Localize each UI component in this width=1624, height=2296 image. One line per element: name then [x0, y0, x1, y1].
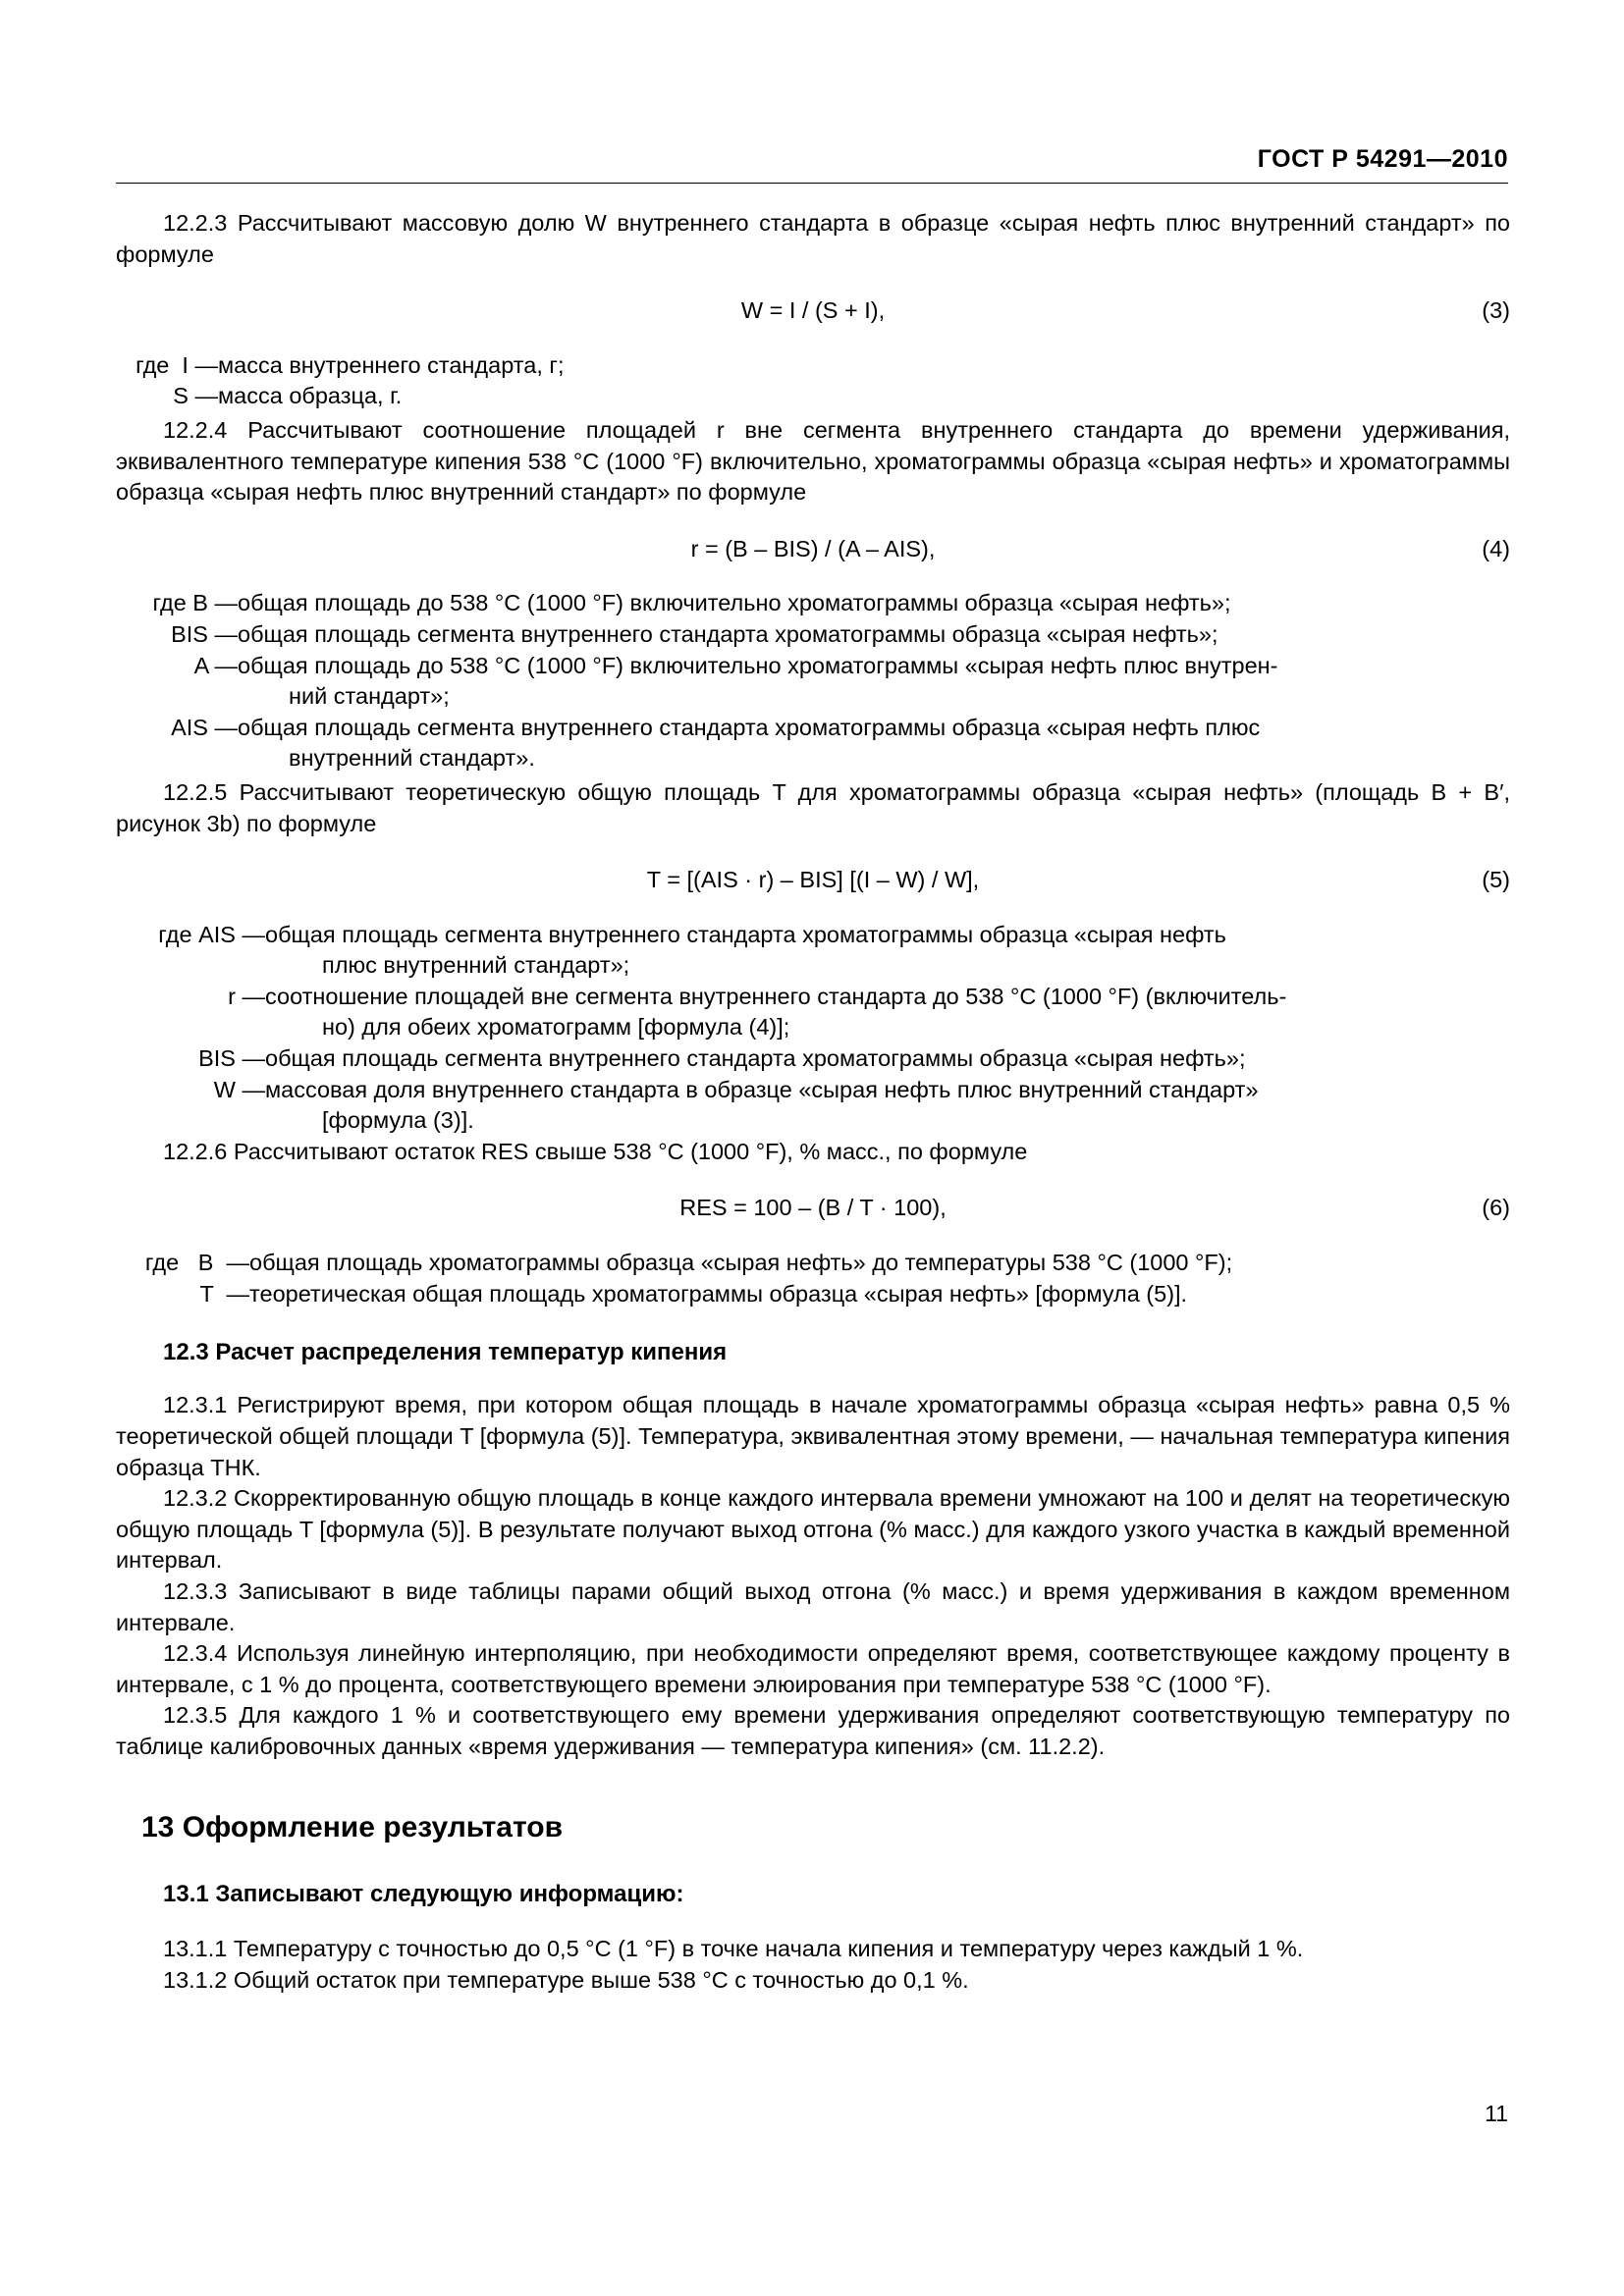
definition-description-line2: внутренний стандарт». [289, 745, 535, 772]
paragraph-12-2-3: 12.2.3 Рассчитывают массовую долю W внутреннего стандарта в образце «сырая нефть плюс внутренний стандарт» по формуле [116, 210, 1510, 267]
definition-row [116, 350, 1510, 382]
formula-3-number: (3) [1482, 297, 1510, 324]
heading-section-13: 13 Оформление результатов [141, 1810, 564, 1843]
header-divider [116, 183, 1508, 184]
definition-description [265, 982, 1510, 1043]
formula-4-expression: r = (B – BIS) / (A – AIS), [690, 535, 936, 561]
definition-description: общая площадь сегмента внутреннего стандарта хроматограммы образца «сырая нефть»; [265, 1045, 1246, 1072]
definitions-formula-6 [116, 1248, 1510, 1309]
definition-term: где B — [152, 590, 238, 616]
heading-13-1: 13.1 Записывают следующую информацию: [163, 1880, 684, 1907]
definition-description-line1: общая площадь до 538 °С (1000 °F) включительно хроматограммы «сырая нефть плюс внутрен- [238, 652, 1278, 678]
definitions-formula-3 [116, 350, 1510, 412]
definition-description-line2: плюс внутренний стандарт»; [322, 952, 630, 979]
definition-description [238, 713, 1510, 774]
paragraph-13-1-2: 13.1.2 Общий остаток при температуре выше 538 °С с точностью до 0,1 %. [163, 1966, 969, 1993]
definition-term: BIS — [198, 1045, 265, 1072]
formula-4 [116, 534, 1510, 565]
definition-row [116, 920, 1510, 982]
paragraph-12-2-6: 12.2.6 Рассчитывают остаток RES свыше 538 °С (1000 °F), % масс., по формуле [163, 1138, 1028, 1164]
definition-row [116, 1075, 1510, 1137]
page-content [116, 208, 1510, 1996]
formula-5-number: (5) [1482, 867, 1510, 893]
formula-4-number: (4) [1482, 535, 1510, 561]
definition-description-line1: массовая доля внутреннего стандарта в образце «сырая нефть плюс внутренний стандарт» [265, 1076, 1259, 1102]
definition-description-line2: ний стандарт»; [289, 683, 450, 710]
definition-term: где I — [135, 351, 218, 378]
definition-term: S — [173, 383, 218, 409]
paragraph-12-2-5: 12.2.5 Рассчитывают теоретическую общую площадь T для хроматограммы образца «сырая нефть» (площадь B + B′, рисунок 3b) по формуле [116, 778, 1510, 836]
definition-row [116, 1279, 1510, 1310]
paragraph-12-3-4: 12.3.4 Используя линейную интерполяцию, при необходимости определяют время, соответствующее каждому проценту в интервале, с 1 % до процента, соответствующего времени элюирования при температуре 538 °С (1000 °F). [116, 1640, 1510, 1697]
definition-description: общая площадь хроматограммы образца «сырая нефть» до температуры 538 °С (1000 °F); [249, 1250, 1233, 1276]
page-header-standard: ГОСТ Р 54291—2010 [1257, 145, 1508, 173]
formula-3 [116, 295, 1510, 327]
formula-6-number: (6) [1482, 1195, 1510, 1221]
definition-description-line1: соотношение площадей вне сегмента внутреннего стандарта до 538 °С (1000 °F) (включитель- [265, 983, 1287, 1009]
definition-description: масса внутреннего стандарта, г; [218, 351, 565, 378]
definition-description [265, 920, 1510, 982]
definition-row [116, 651, 1510, 713]
definitions-formula-4 [116, 588, 1510, 774]
definition-term: W — [213, 1076, 265, 1102]
definition-row [116, 588, 1510, 619]
heading-12-3: 12.3 Расчет распределения температур кипения [163, 1339, 728, 1366]
definition-row [116, 1043, 1510, 1075]
definition-term: r — [228, 983, 265, 1009]
definition-description: масса образца, г. [218, 383, 403, 409]
paragraph-12-3-1: 12.3.1 Регистрируют время, при котором общая площадь в начале хроматограммы образца «сырая нефть» равна 0,5 % теоретической общей площади T [формула (5)]. Температура, эквивалентная этому времени, — начальная температура кипения образца ТНК. [116, 1392, 1510, 1480]
paragraph-12-2-4: 12.2.4 Рассчитывают соотношение площадей r вне сегмента внутреннего стандарта до времени удерживания, эквивалентного температуре кипения 538 °С (1000 °F) включительно, хроматограммы образца «сырая нефть» и хроматограммы образца «сырая нефть плюс внутренний стандарт» по формуле [116, 416, 1510, 506]
definition-description-line1: общая площадь сегмента внутреннего стандарта хроматограммы образца «сырая нефть плюс [238, 714, 1261, 740]
definition-term: BIS — [171, 620, 238, 647]
definition-term: T — [199, 1280, 249, 1307]
page-number: 11 [1485, 2101, 1508, 2126]
formula-6 [116, 1193, 1510, 1224]
definition-term: AIS — [171, 714, 238, 740]
formula-3-expression: W = I / (S + I), [740, 297, 886, 324]
formula-5 [116, 865, 1510, 896]
definitions-formula-5 [116, 920, 1510, 1137]
definition-description-line2: [формула (3)]. [322, 1107, 474, 1134]
definition-row [116, 982, 1510, 1043]
definition-row [116, 1248, 1510, 1279]
definition-description-line1: общая площадь сегмента внутреннего стандарта хроматограммы образца «сырая нефть [265, 921, 1226, 947]
definition-description: общая площадь сегмента внутреннего стандарта хроматограммы образца «сырая нефть»; [238, 620, 1218, 647]
paragraph-13-1-1: 13.1.1 Температуру с точностью до 0,5 °С (1 °F) в точке начала кипения и температуру через каждый 1 %. [163, 1936, 1304, 1962]
definition-description [238, 651, 1510, 713]
definition-row [116, 619, 1510, 651]
paragraph-12-3-3: 12.3.3 Записывают в виде таблицы парами общий выход отгона (% масс.) и время удерживания в каждом временном интервале. [116, 1578, 1510, 1635]
definition-description: теоретическая общая площадь хроматограммы образца «сырая нефть» [формула (5)]. [249, 1280, 1188, 1307]
formula-5-expression: T = [(AIS · r) – BIS] [(I – W) / W], [646, 867, 980, 893]
definition-term: где B — [144, 1250, 249, 1276]
definition-description [265, 1075, 1510, 1137]
definition-row [116, 381, 1510, 412]
paragraph-12-3-5: 12.3.5 Для каждого 1 % и соответствующего ему времени удерживания определяют соответствующую температуру по таблице калибровочных данных «время удерживания — температура кипения» (см. 11.2.2). [116, 1702, 1510, 1760]
paragraph-12-3-2: 12.3.2 Скорректированную общую площадь в конце каждого интервала времени умножают на 100 и делят на теоретическую общую площадь T [формула (5)]. В результате получают выход отгона (% масс.) для каждого узкого участка в каждый временной интервал. [116, 1485, 1510, 1574]
definition-description: общая площадь до 538 °С (1000 °F) включительно хроматограммы образца «сырая нефть»; [238, 590, 1231, 616]
definition-term: где AIS — [158, 921, 265, 947]
definition-row [116, 713, 1510, 774]
definition-term: A — [193, 652, 238, 678]
definition-description-line2: но) для обеих хроматограмм [формула (4)]; [322, 1014, 790, 1041]
formula-6-expression: RES = 100 – (B / T · 100), [679, 1195, 947, 1221]
